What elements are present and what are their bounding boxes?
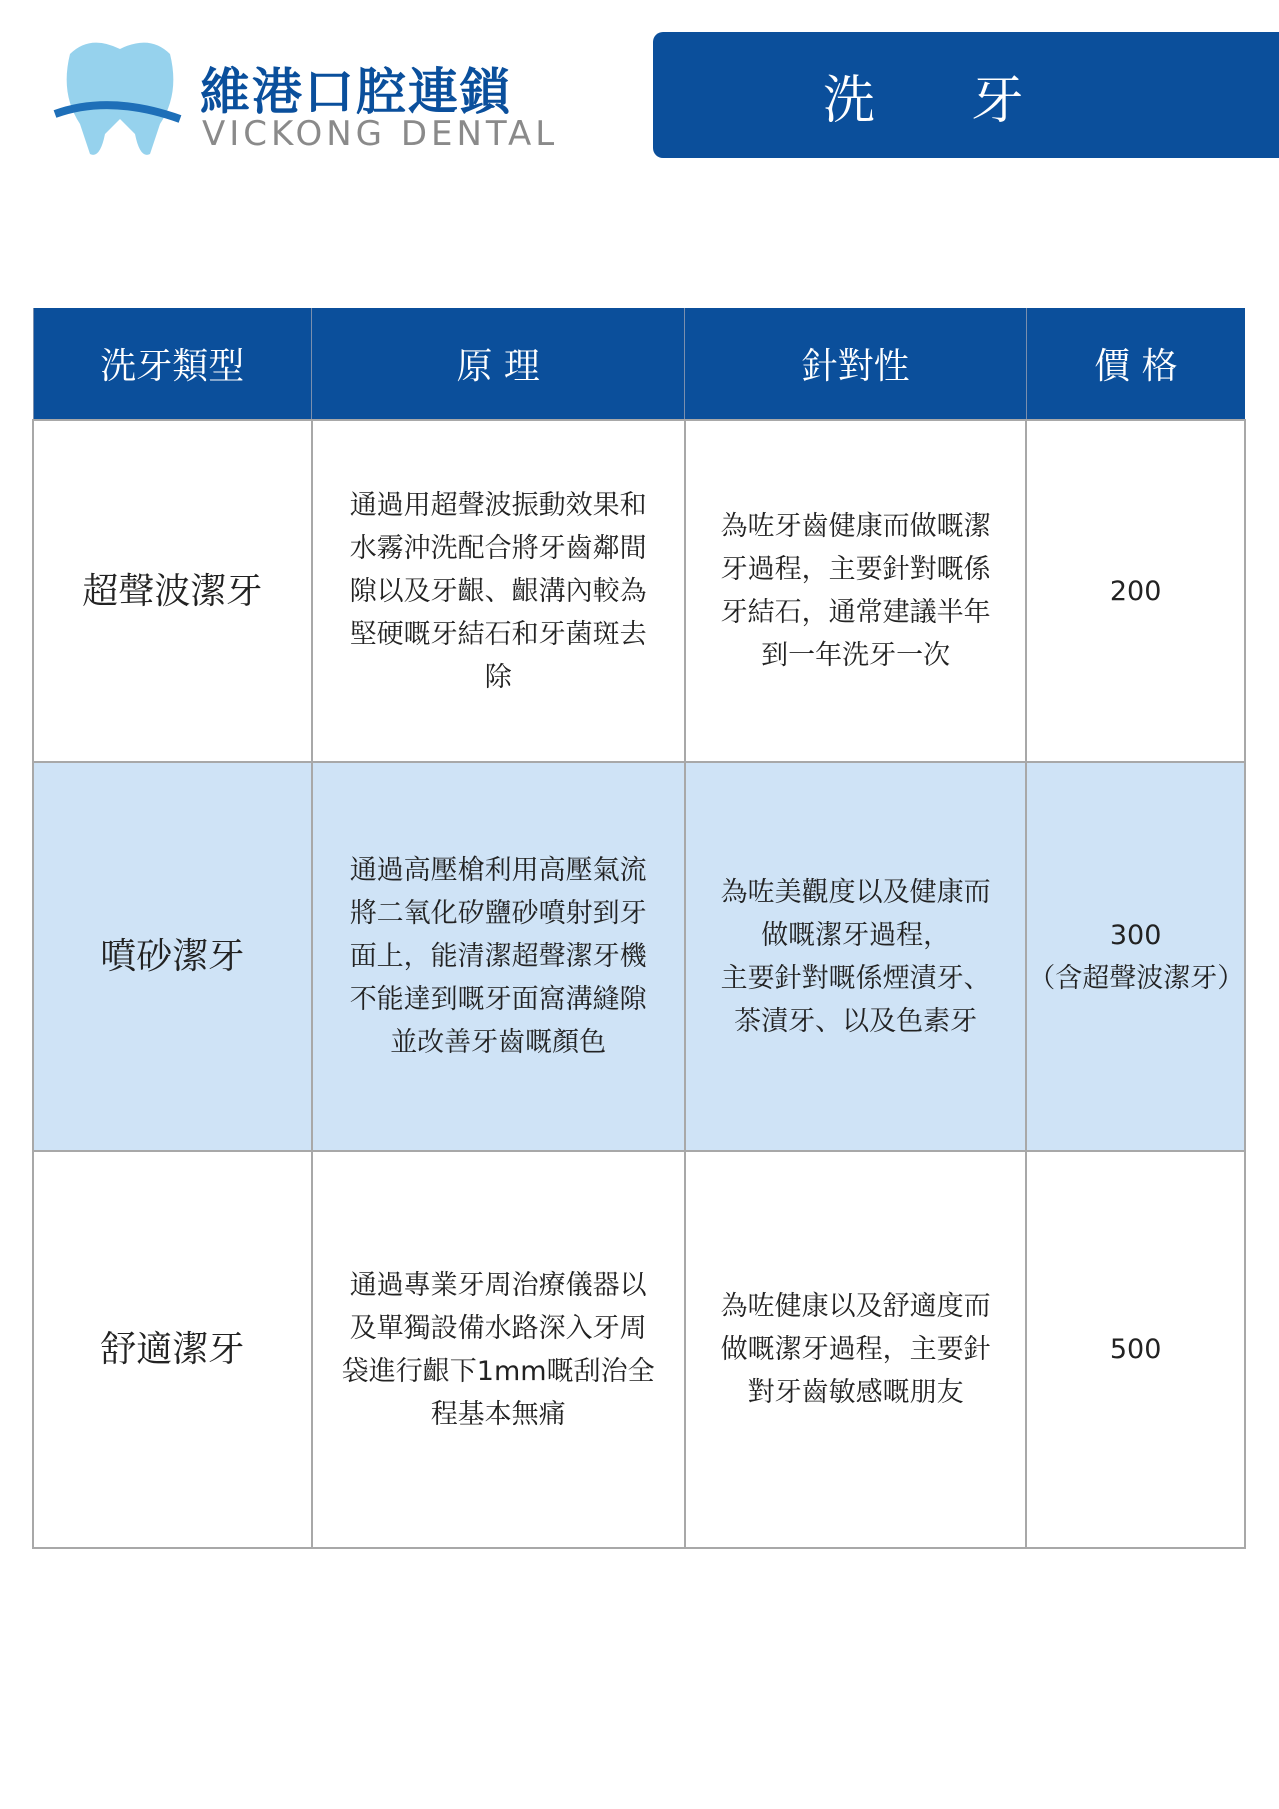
cell-type: 舒適潔牙 — [33, 1151, 312, 1548]
logo-chinese-name: 維港口腔連鎖 — [200, 62, 512, 121]
header-type: 洗牙類型 — [33, 308, 312, 420]
cell-price: 200 — [1026, 420, 1245, 762]
cell-price: 500 — [1026, 1151, 1245, 1548]
cell-price: 300 （含超聲波潔牙） — [1026, 762, 1245, 1151]
table-row — [33, 420, 1245, 762]
cell-type: 噴砂潔牙 — [33, 762, 312, 1151]
cell-principle: 通過高壓槍利用高壓氣流 將二氧化矽鹽砂噴射到牙 面上，能清潔超聲潔牙機 不能達到嘅牙面窩溝縫隙 並改善牙齒嘅顏色 — [312, 762, 685, 1151]
page-title: 洗 牙 — [823, 70, 1064, 131]
cell-target: 為咗健康以及舒適度而 做嘅潔牙過程，主要針 對牙齒敏感嘅朋友 — [685, 1151, 1026, 1548]
cleaning-price-table — [32, 308, 1246, 1549]
header-principle: 原 理 — [312, 308, 685, 420]
cell-target: 為咗牙齒健康而做嘅潔 牙過程，主要針對嘅係 牙結石，通常建議半年 到一年洗牙一次 — [685, 420, 1026, 762]
logo-english-name: VICKONG DENTAL — [202, 114, 559, 154]
header-price: 價 格 — [1026, 308, 1245, 420]
table-row — [33, 762, 1245, 1151]
cell-type: 超聲波潔牙 — [33, 420, 312, 762]
table-row — [33, 1151, 1245, 1548]
vickong-dental-logo — [50, 34, 570, 164]
cell-target: 為咗美觀度以及健康而 做嘅潔牙過程， 主要針對嘅係煙漬牙、 茶漬牙、以及色素牙 — [685, 762, 1026, 1151]
table-header-row — [33, 308, 1245, 420]
tooth-logo-icon — [50, 34, 190, 164]
cell-principle: 通過專業牙周治療儀器以 及單獨設備水路深入牙周 袋進行齦下1mm嘅刮治全 程基本無痛 — [312, 1151, 685, 1548]
page-title-banner — [653, 32, 1279, 158]
cell-principle: 通過用超聲波振動效果和 水霧沖洗配合將牙齒鄰間 隙以及牙齦、齦溝內較為 堅硬嘅牙結石和牙菌斑去 除 — [312, 420, 685, 762]
header-target: 針對性 — [685, 308, 1026, 420]
